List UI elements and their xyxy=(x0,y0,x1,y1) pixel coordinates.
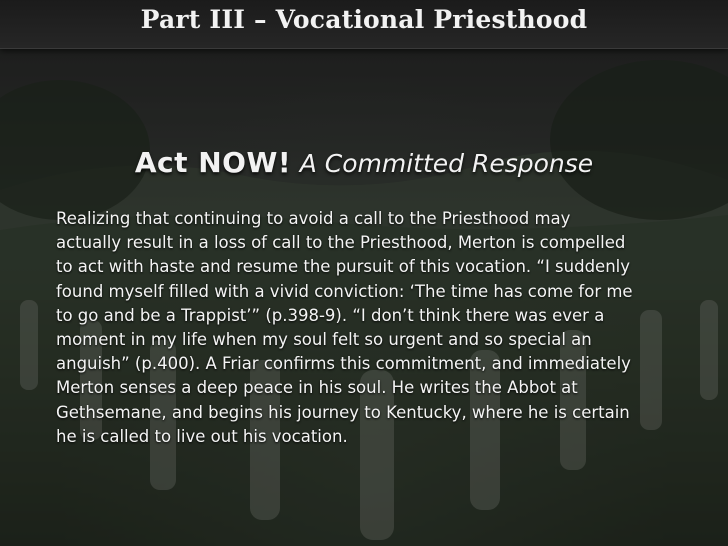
subheading-strong: Act NOW! xyxy=(134,146,292,179)
slide-subheading xyxy=(0,146,728,179)
body-paragraph xyxy=(56,207,676,449)
subheading-emphasis: A Committed Response xyxy=(299,149,594,178)
body-line: actually result in a loss of call to the Priesthood, Merton is compelled xyxy=(56,233,626,253)
body-line: Merton senses a deep peace in his soul. He writes the Abbot at xyxy=(56,378,578,398)
body-line: he is called to live out his vocation. xyxy=(56,426,348,446)
body-line: moment in my life when my soul felt so urgent and so special an xyxy=(56,330,592,350)
title-bar xyxy=(0,0,728,49)
body-line: found myself filled with a vivid conviction: ‘The time has come for me xyxy=(56,281,633,301)
body-line: to go and be a Trappist’” (p.398-9). “I don’t think there was ever a xyxy=(56,305,605,325)
body-line: Realizing that continuing to avoid a call to the Priesthood may xyxy=(56,209,571,228)
body-line: Gethsemane, and begins his journey to Kentucky, where he is certain xyxy=(56,402,630,422)
body-line: anguish” (p.400). A Friar confirms this commitment, and immediately xyxy=(56,354,631,374)
slide-title: Part III – Vocational Priesthood xyxy=(140,5,588,34)
body-line: to act with haste and resume the pursuit of this vocation. “I suddenly xyxy=(56,257,631,277)
